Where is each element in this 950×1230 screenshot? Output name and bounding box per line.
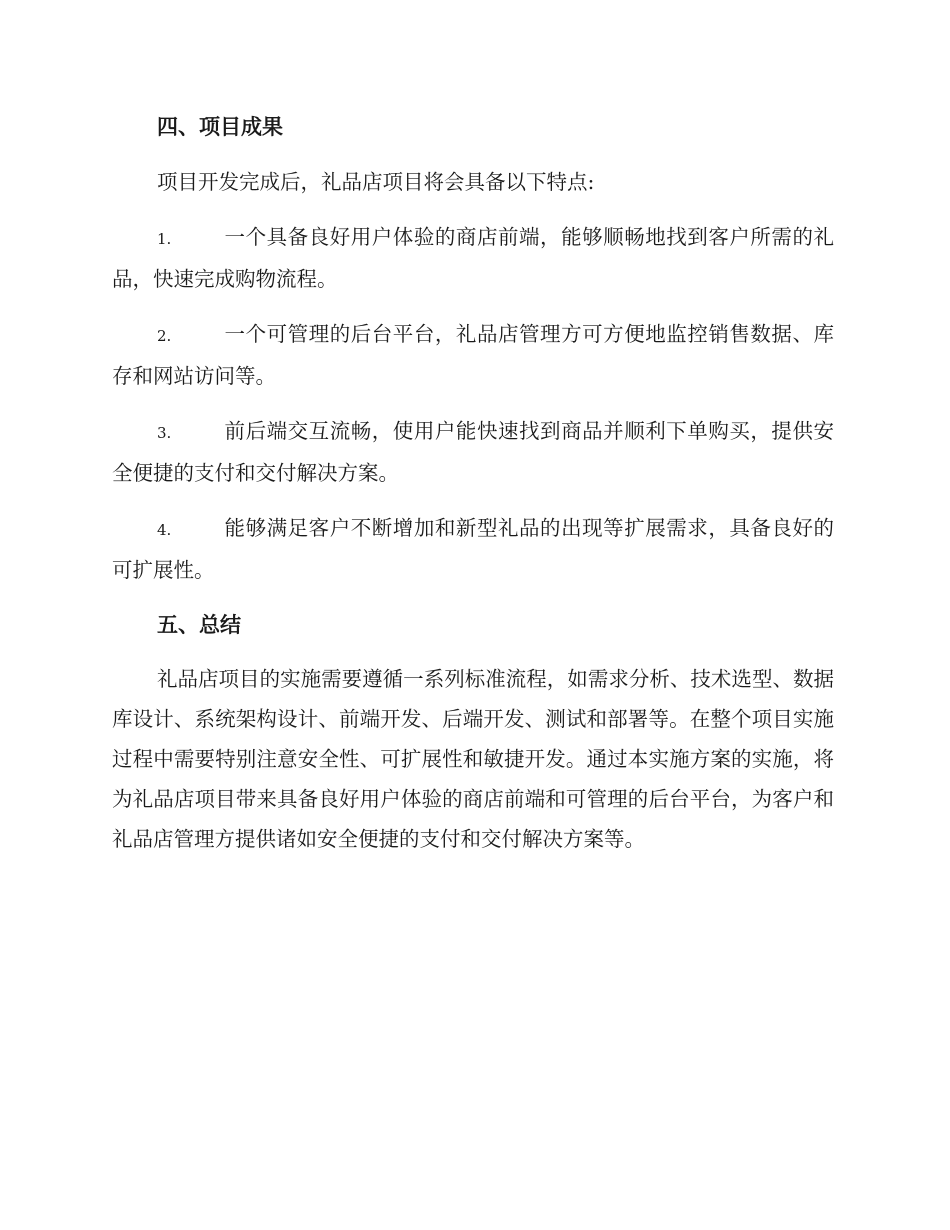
list-text: 能够满足客户不断增加和新型礼品的出现等扩展需求，具备良好的可扩展性。 — [112, 516, 834, 582]
list-text: 一个具备良好用户体验的商店前端，能够顺畅地找到客户所需的礼品，快速完成购物流程。 — [112, 225, 834, 291]
list-number: 4. — [157, 521, 172, 539]
list-number: 1. — [157, 230, 172, 248]
list-number: 3. — [157, 424, 172, 442]
list-text: 一个可管理的后台平台，礼品店管理方可方便地监控销售数据、库存和网站访问等。 — [112, 322, 834, 388]
list-text: 前后端交互流畅，使用户能快速找到商品并顺利下单购买，提供安全便捷的支付和交付解决方案。 — [112, 419, 834, 485]
list-item-1 — [112, 217, 834, 299]
list-item-4 — [112, 508, 834, 590]
section-heading-summary: 五、总结 — [157, 613, 241, 637]
section-heading-results: 四、项目成果 — [157, 115, 283, 139]
summary-body: 礼品店项目的实施需要遵循一系列标准流程，如需求分析、技术选型、数据库设计、系统架构设计、前端开发、后端开发、测试和部署等。在整个项目实施过程中需要特别注意安全性、可扩展性和敏捷开发。通过本实施方案的实施，将为礼品店项目带来具备良好用户体验的商店前端和可管理的后台平台，为客户和礼品店管理方提供诸如安全便捷的支付和交付解决方案等。 — [112, 667, 834, 851]
list-number: 2. — [157, 327, 172, 345]
results-intro: 项目开发完成后，礼品店项目将会具备以下特点: — [157, 170, 595, 194]
list-item-2 — [112, 314, 834, 396]
list-item-3 — [112, 411, 834, 493]
